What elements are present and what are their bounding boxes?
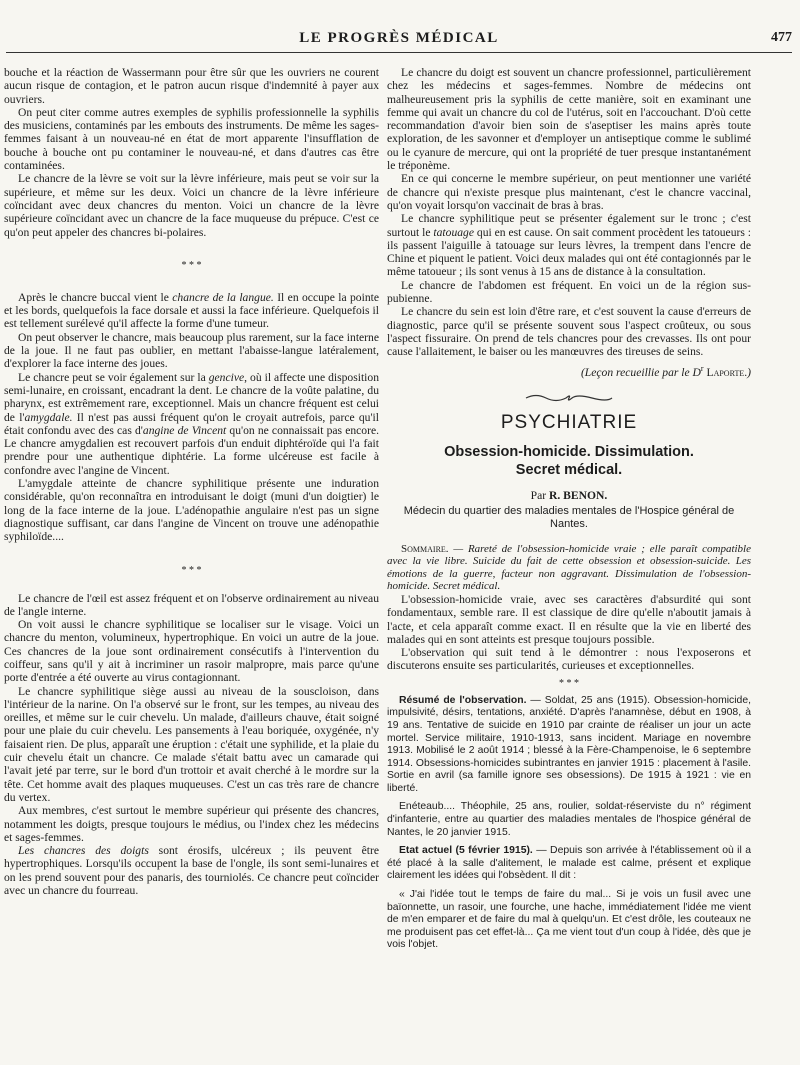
paragraph: Le chancre du doigt est souvent un chancre professionnel, particulièrement chez les médecins et sages-femmes. Nombre de médecins ont malheureusement pris la syphilis de cette manière, soit en examinant une femme qui avait un chancre du col de l'utérus, soit en l'accouchant. D'où cette recommandation d'avoir bien soin de s'aseptiser les mains après toute exploration, de les savonner et d'employer un antiseptique comme le sublimé ou le cyanure de mercure, qui ont la propriété de tuer presque instantanément le tréponème. <box>387 66 751 173</box>
summary: Sommaire. — Rareté de l'obsession-homicide vraie ; elle paraît compatible avec la vie libre. Suicide du fait de cette obsession et obsession-suicide. Les émotions de la guerre, facteur non aggravant. Dissimulation de l'obsession-homicide. Secret médical. <box>387 542 751 593</box>
paragraph: On peut observer le chancre, mais beaucoup plus rarement, sur la face interne de la joue. Il ne faut pas oublier, en mettant l'abaisse-langue latéralement, d'explorer la face interne des joues. <box>4 330 379 371</box>
paragraph: On peut citer comme autres exemples de syphilis professionnelle la syphilis des musiciens, contaminés par les embouts des instruments. De même les sages-femmes faisant à un nouveau-né en état de mort apparente l'insufflation de bouche à bouche ont pu contaminer le nouveau-né, et dans d'autres cas être contaminées. <box>4 105 379 173</box>
paragraph: Le chancre du sein est loin d'être rare, et c'est souvent la cause d'erreurs de diagnostic, parce qu'il se présente souvent sous l'aspect croûteux, ou sous l'aspect fissuraire. On prend de tels chancres pour des crevasses. Ils ont pour cause l'allaitement, le baiser ou les manœuvres des tireuses de seins. <box>387 305 751 359</box>
page-header <box>6 30 792 50</box>
left-column <box>4 66 379 897</box>
flourish-divider <box>387 393 751 406</box>
right-column <box>387 66 751 952</box>
paragraph: Aux membres, c'est surtout le membre supérieur qui présente des chancres, notamment les doigts, presque toujours le médius, ou l'index chez les médecins et sages-femmes. <box>4 804 379 844</box>
paragraph: bouche et la réaction de Wassermann pour être sûr que les ouvriers ne courent aucun risque de contagion, et le patron aucun risque d'indemnité à payer aux ouvriers. <box>4 66 379 106</box>
byline: Par R. BENON. <box>530 489 608 503</box>
paragraph: Le chancre de la lèvre se voit sur la lèvre inférieure, mais peut se voir sur la supérieure, et même sur les deux. Voici un chancre de la lèvre inférieure coïncidant avec deux chancres du menton. Voici un chancre de la lèvre supérieure coïncidant avec un chancre de la face muqueuse du prépuce. C'est ce qu'on peut appeler des chancres bi-polaires. <box>4 172 379 239</box>
section-separator-stars: * * * <box>181 564 202 576</box>
section-title: PSYCHIATRIE <box>500 411 638 433</box>
paragraph: On voit aussi le chancre syphilitique se localiser sur le visage. Voici un chancre du menton, volumineux, hypertrophique. En voici un autre de la joue. Ces chancres de la joue sont ordinairement consécutifs à l'intervention du coiffeur, sans qu'il y ait à incriminer un rasoir malpropre, mais parce qu'une porte d'entrée a été ouverte au virus contagionnant. <box>4 618 379 685</box>
paragraph: Le chancre syphilitique siège aussi au niveau de la souscloison, dans l'intérieur de la narine. On l'a observé sur le front, sur les tempes, au niveau des oreilles, et même sur le cuir chevelu. Un malade, d'ailleurs chauve, était soigné pour une plaie du cuir chevelu. Les pansements à l'eau boriquée, oxygénée, n'y faisaient rien. De plus, apparaît une éruption : c'était une syphilide, et la plaie du cuir chevelu était un chancre. Ce malade s'était battu avec un camarade qui l'avait jeté par terre, sur le bord d'un trottoir et avait cherché à le mordre sur la tête. Cet homme avait des plaques muqueuses. C'est un cas très rare de chancre du vertex. <box>4 684 379 804</box>
paragraph-chancre-langue: Après le chancre buccal vient le chancre de la langue. Il en occupe la pointe et les bords, quelquefois la face dorsale et aussi la face inférieure. Quelquefois il est tellement surélevé qu'il affecte la forme d'une tumeur. <box>4 290 379 331</box>
affiliation: Médecin du quartier des maladies mentales de l'Hospice général de Nantes. <box>403 504 735 530</box>
paragraph: Le chancre de l'œil est assez fréquent et on l'observe ordinairement au niveau de l'angle interne. <box>4 591 379 618</box>
header-rule <box>6 52 792 53</box>
case-report <box>387 695 751 952</box>
page-number: 477 <box>771 30 792 45</box>
section-separator-stars: * * * <box>559 677 579 689</box>
paragraph: L'obsession-homicide vraie, avec ses caractères d'absurdité qui sont fondamentaux, semble rare. Il est classique de dire qu'elle n'aboutit jamais à l'acte, et cela apparaît comme exact. Il en résulte que la vie en liberté des malades qui en sont atteints est presque toujours possible. <box>387 592 751 646</box>
paragraph: En ce qui concerne le membre supérieur, on peut mentionner une variété de chancre qui n'existe presque plus maintenant, c'est le chancre vaccinal, qu'on voyait lorsqu'on vaccinait de bras à bras. <box>387 172 751 212</box>
case-patient: Enéteaub.... Théophile, 25 ans, roulier, soldat-réserviste du n° régiment d'infanterie, entre au quartier des maladies mentales de l'hospice général de Nantes, le 20 janvier 1915. <box>387 801 751 838</box>
journal-title: LE PROGRÈS MÉDICAL <box>299 30 499 46</box>
case-state: Etat actuel (5 février 1915). — Depuis son arrivée à l'établissement où il a été placé à la salle d'alitement, le malade est calme, présent et explique clairement les idées qui l'obsèdent. Il dit : <box>387 845 751 882</box>
article-title: Obsession-homicide. Dissimulation. Secret médical. <box>444 444 694 479</box>
paragraph: Le chancre de l'abdomen est fréquent. En voici un de la région sus-pubienne. <box>387 278 751 306</box>
paragraph: L'amygdale atteinte de chancre syphilitique présente une induration considérable, qu'on reconnaîtra en introduisant le doigt (muni d'un doigtier) le long de la face interne de la joue. L'adénopathie angulaire n'est pas un signe diagnostique suffisant, car dans l'angine de Vincent on trouve une adénopathie syphiloïde.... <box>4 477 379 544</box>
section-separator-stars: * * * <box>181 259 202 271</box>
lecture-credit: (Leçon recueillie par le $D^r$ Laporte.) <box>580 363 751 379</box>
paragraph-gencive: Le chancre peut se voir également sur la gencive, où il affecte une disposition semi-lunaire, en croissant, encadrant la dent. Le chancre de la voûte palatine, du pharynx, est extrêmement rare, exceptionnel. Mais un chancre fréquent est celui de l'amygdale. Il n'est pas aussi fréquent qu'on le croyait autrefois, parce qu'il était confondu avec des cas d'angine de Vincent qu'on ne connaissait pas encore. Le chancre amygdalien est recouvert parfois d'un enduit diphtéroïde qui l'a fait prendre pour une authentique diphtérie. La forme ulcéreuse est facile à confondre avec l'angine de Vincent. <box>4 370 379 477</box>
case-summary: Résumé de l'observation. — Soldat, 25 ans (1915). Obsession-homicide, impulsivité, désirs, tentations, anxiété. D'après l'anamnèse, début en 1908, à 19 ans. Tentative de suicide en 1910 par crainte de réaliser un jour un acte mortel. Service militaire, 1910-1913, sans incident. Mariage en novembre 1913. Mobilisé le 2 août 1914 ; blessé à la Fère-Champenoise, le 6 septembre 1914. Obsessions-homicides subintrantes en janvier 1915 : placement à l'asile. Sortie en avril (sa famille ignore ses obsessions). De 1915 à 1921 : vie en liberté. <box>387 694 751 794</box>
case-quote: « J'ai l'idée tout le temps de faire du mal... Si je vois un fusil avec une baïonnette, un rasoir, une fourche, une hache, immédiatement l'idée me vient de m'en emparer et de faire du mal à quelqu'un. Et c'est drôle, les couteaux ne me produisent pas cet effet-là... Ça me vient tout d'un coup à l'idée, dès que je vois l'objet. <box>387 889 751 951</box>
paragraph-tatouage: Le chancre syphilitique peut se présenter également sur le tronc ; c'est surtout le tatouage qui en est cause. On sait comment procèdent les tatoueurs : ils passent l'aiguille à tatouage sur leurs lèvres, la trempent dans l'encre de Chine et piquent le patient. Voici deux malades qui ont été contagionnés par le même tatoueur ; ils sont venus à 15 ans de distance à la consultation. <box>387 212 751 279</box>
paragraph: L'observation qui suit tend à le démontrer : nous l'exposerons et discuterons ensuite ses particularités, curieuses et exceptionnelles. <box>387 646 751 673</box>
paragraph-chancres-doigts: Les chancres des doigts sont érosifs, ulcéreux ; ils peuvent être hypertrophiques. Lorsqu'ils occupent la base de l'ongle, ils sont semi-lunaires et on les prend souvent pour des panaris, des tourniolés. Ce chancre peut coïncider avec un chancre du fourreau. <box>4 844 379 898</box>
